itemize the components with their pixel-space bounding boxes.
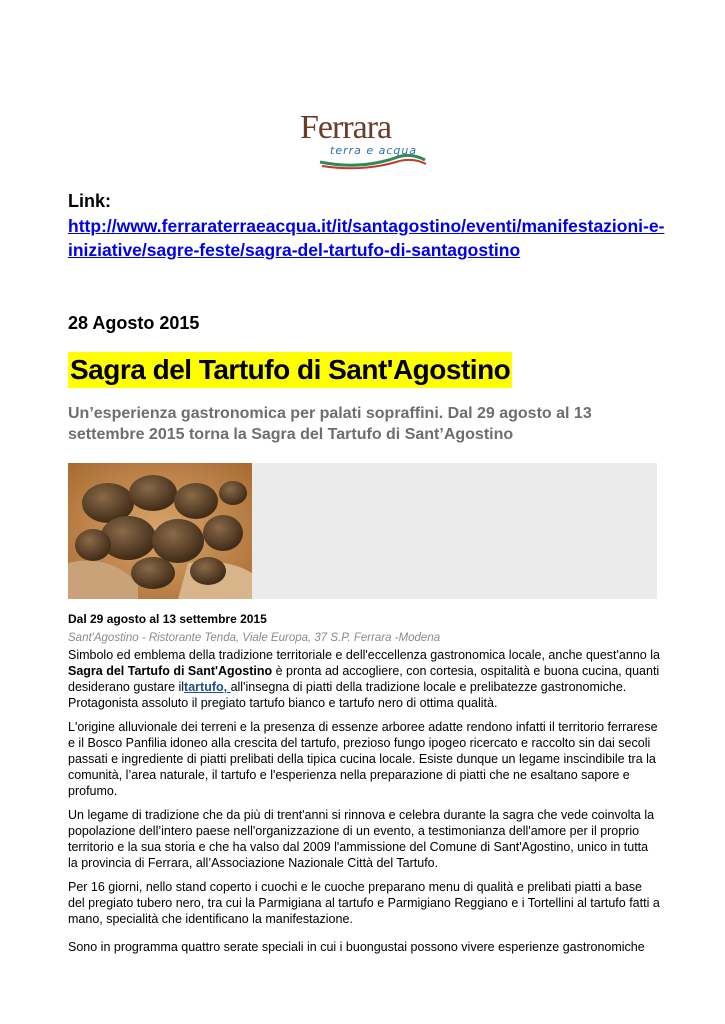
truffle-photo bbox=[68, 463, 252, 599]
paragraph-evenings: Sono in programma quattro serate speciali in cui i buongustai possono vivere esperienze gastronomiche bbox=[68, 940, 645, 954]
paragraph-menu: Per 16 giorni, nello stand coperto i cuochi e le cuoche preparano menu di qualità e prelibati piatti a base del pregiato tubero nero, tra cui la Parmigiana al tartufo e Parmigiano Reggiano e i Tortellini al tartufo fatti a mano, specialità che identificano la manifestazione. bbox=[68, 880, 660, 926]
event-location: Sant'Agostino - Ristorante Tenda, Viale Europa, 37 S.P. Ferrara -Modena bbox=[68, 632, 441, 644]
paragraph-tradition: Un legame di tradizione che da più di trent'anni si rinnova e celebra durante la sagra che vede coinvolta la popolazione dell’intero paese nell'organizzazione di un evento, a testimonianza dell'amore per il proprio territorio e la sua storia e che ha valso dal 2009 l'ammissione del Comune di Sant'Agostino, unico in tutta la provincia di Ferrara, all’Associazione Nazionale Città del Tartufo. bbox=[68, 808, 655, 870]
ferrara-logo bbox=[300, 110, 430, 172]
tartufo-link[interactable]: tartufo, bbox=[184, 680, 231, 694]
article-title: Sagra del Tartufo di Sant'Agostino bbox=[68, 352, 512, 388]
source-link[interactable]: http://www.ferraraterraeacqua.it/it/santagostino/eventi/manifestazioni-e-iniziative/sagre-feste/sagra-del-tartufo-di-santagostino bbox=[68, 216, 665, 260]
paragraph-origin: L'origine alluvionale dei terreni e la presenza di essenze arboree adatte rendono infatti il territorio ferrarese e il Bosco Panfilia idoneo alla crescita del tartufo, prezioso fungo ipogeo ricercato e raccolto sin dai secoli passati e ingrediente di piatti prelibati della tipica cucina locale. Esiste dunque un legame inscindibile tra la comunità, l’area naturale, il tartufo e l'esperienza nella preparazione di piatti che ne esaltano sapore e profumo. bbox=[68, 720, 658, 798]
event-dates: Dal 29 agosto al 13 settembre 2015 bbox=[68, 612, 267, 626]
intro-text-a: Simbolo ed emblema della tradizione territoriale e dell'eccellenza gastronomica locale, anche quest'anno la bbox=[68, 648, 660, 662]
intro-text-d: all'insegna di piatti della tradizione locale e prelibatezze gastronomiche. Protagonista assoluto il pregiato tartufo bianco e tartufo nero di ottima qualità. bbox=[68, 680, 627, 710]
intro-text-c: è pronta ad accogliere, con cortesia, ospitalità e buona cucina, quanti desiderano gustare il bbox=[68, 664, 660, 694]
article-date: 28 Agosto 2015 bbox=[68, 313, 200, 333]
image-banner bbox=[68, 463, 657, 599]
intro-event-name: Sagra del Tartufo di Sant'Agostino bbox=[68, 664, 273, 678]
logo-wordmark: Ferrara bbox=[300, 109, 392, 146]
paragraph-intro bbox=[68, 647, 660, 711]
article-subtitle: Un’esperienza gastronomica per palati sopraffini. Dal 29 agosto al 13 settembre 2015 torna la Sagra del Tartufo di Sant’Agostino bbox=[68, 405, 592, 443]
link-label: Link: bbox=[68, 191, 111, 211]
logo-tagline: terra e acqua bbox=[330, 144, 418, 157]
